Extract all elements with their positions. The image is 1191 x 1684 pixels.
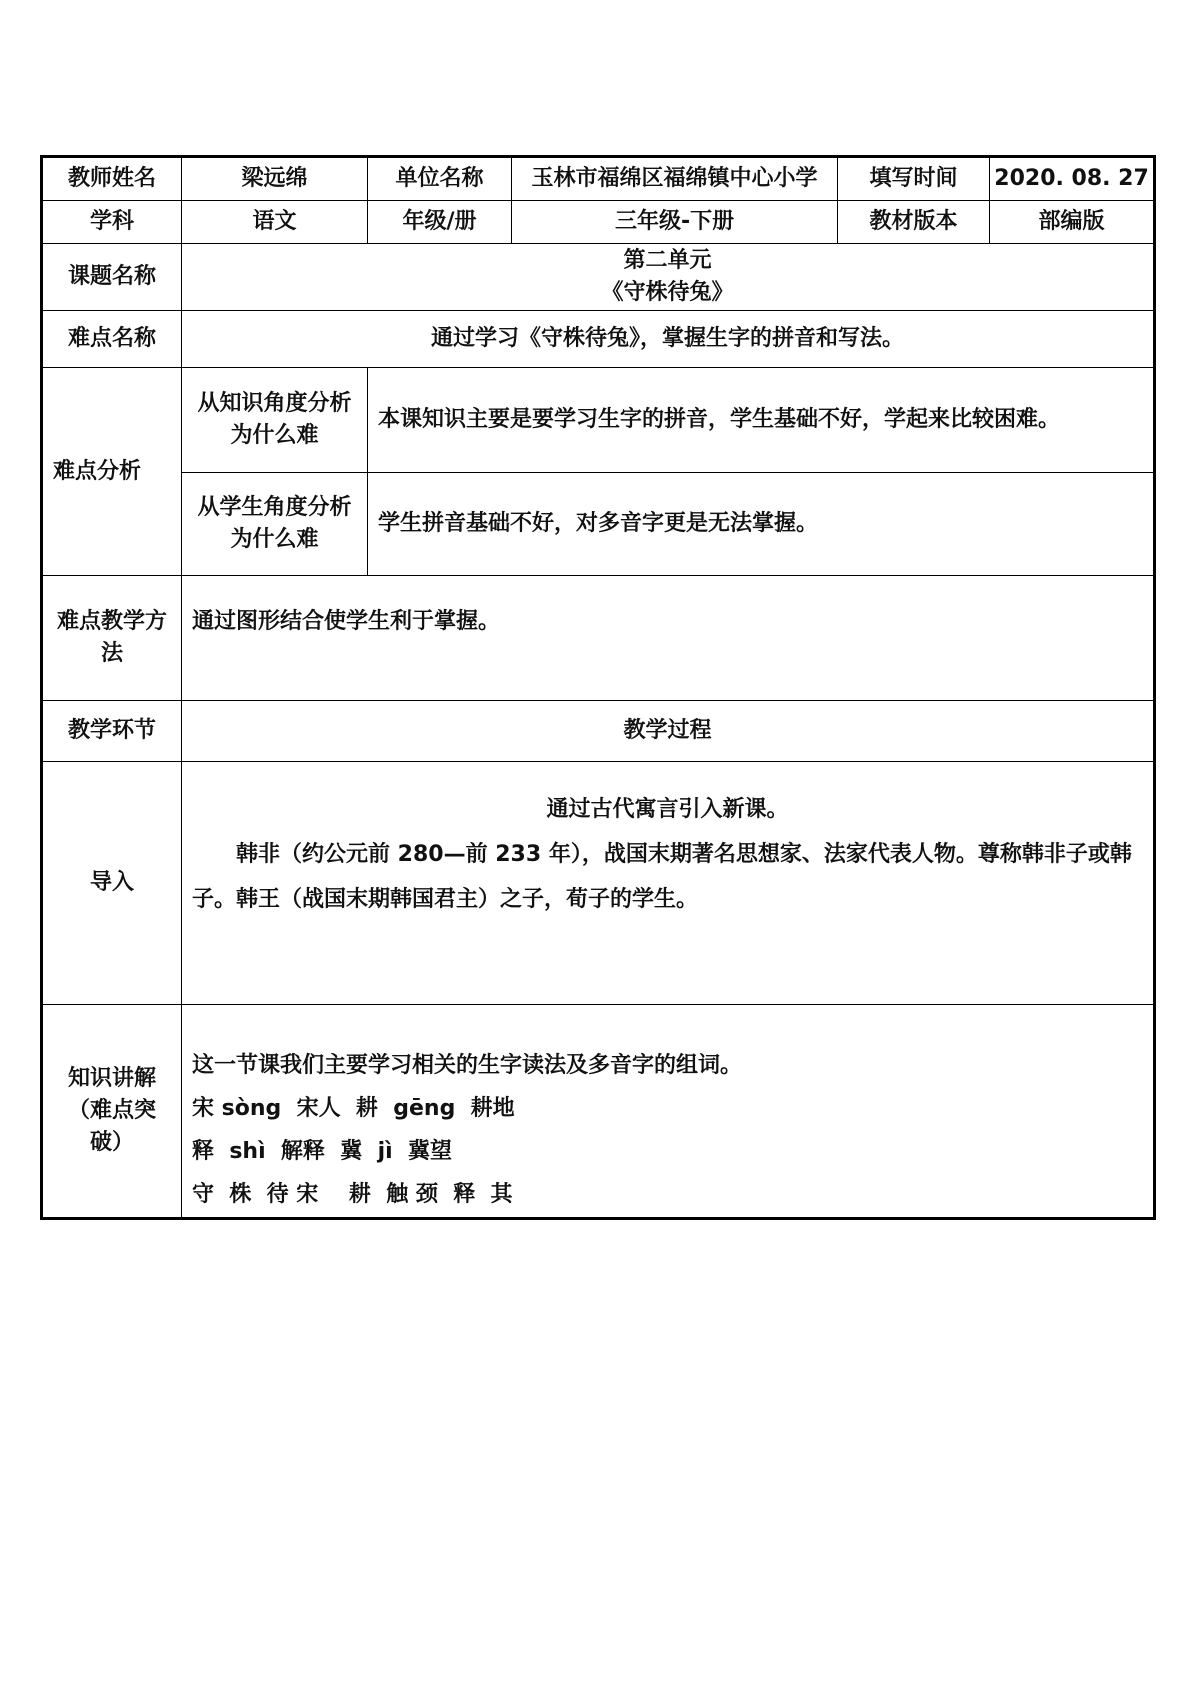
- analysis-label: 难点分析: [42, 368, 182, 576]
- explanation-label-line-2: （难点突: [67, 1098, 156, 1124]
- student-angle-value: 学生拼音基础不好，对多音字更是无法掌握。: [368, 473, 1155, 576]
- difficulty-row: [42, 311, 1155, 368]
- method-label-line-2: 法: [100, 641, 123, 666]
- info-row-2: [42, 201, 1155, 244]
- knowledge-angle-label: [182, 368, 368, 473]
- topic-line-2: 《守株待兔》: [601, 280, 734, 305]
- explanation-line: 这一节课我们主要学习相关的生字读法及多音字的组词。: [192, 1053, 743, 1078]
- teacher-label: 教师姓名: [42, 157, 182, 201]
- explanation-line: 宋 sòng 宋人 耕 gēng 耕地: [192, 1095, 515, 1121]
- lesson-plan-table: [40, 155, 1156, 1220]
- grade-label: 年级/册: [368, 201, 512, 244]
- intro-row: [42, 762, 1155, 1005]
- unit-label: 单位名称: [368, 157, 512, 201]
- unit-value: 玉林市福绵区福绵镇中心小学: [512, 157, 838, 201]
- edition-value: 部编版: [990, 201, 1155, 244]
- process-step-header: 教学环节: [42, 701, 182, 762]
- method-value: [182, 576, 1155, 701]
- student-angle-line-2: 为什么难: [230, 527, 319, 552]
- method-row: [42, 576, 1155, 701]
- time-label: 填写时间: [838, 157, 990, 201]
- topic-value: [182, 244, 1155, 311]
- teacher-value: 梁远绵: [182, 157, 368, 201]
- explanation-label-line-3: 破）: [89, 1129, 134, 1155]
- student-angle-label: [182, 473, 368, 576]
- explanation-row: [42, 1005, 1155, 1219]
- intro-label: 导入: [42, 762, 182, 1005]
- knowledge-angle-line-1: 从知识角度分析: [197, 391, 352, 417]
- edition-label: 教材版本: [838, 201, 990, 244]
- explanation-label: [42, 1005, 182, 1219]
- explanation-line: 释 shì 解释 冀 jì 冀望: [192, 1138, 452, 1164]
- student-angle-line-1: 从学生角度分析: [197, 495, 352, 521]
- intro-content: [182, 762, 1155, 1005]
- method-text: 通过图形结合使学生利于掌握。: [192, 609, 501, 634]
- topic-row: [42, 244, 1155, 311]
- analysis-student-row: [42, 473, 1155, 576]
- topic-line-1: 第二单元: [623, 248, 712, 274]
- time-value: 2020. 08. 27: [990, 157, 1155, 201]
- explanation-label-line-1: 知识讲解: [67, 1066, 156, 1092]
- process-header-row: [42, 701, 1155, 762]
- grade-value: 三年级-下册: [512, 201, 838, 244]
- method-label-line-1: 难点教学方: [56, 609, 167, 635]
- subject-label: 学科: [42, 201, 182, 244]
- analysis-knowledge-row: [42, 368, 1155, 473]
- intro-title: 通过古代寓言引入新课。: [546, 797, 789, 822]
- info-row-1: [42, 157, 1155, 201]
- knowledge-angle-line-2: 为什么难: [230, 423, 319, 448]
- method-label: [42, 576, 182, 701]
- process-content-header: 教学过程: [182, 701, 1155, 762]
- knowledge-angle-value: 本课知识主要是要学习生字的拼音，学生基础不好，学起来比较困难。: [368, 368, 1155, 473]
- difficulty-label: 难点名称: [42, 311, 182, 368]
- explanation-line: 守 株 待 宋 耕 触 颈 释 其: [192, 1181, 513, 1207]
- explanation-content: [182, 1005, 1155, 1219]
- topic-label: 课题名称: [42, 244, 182, 311]
- subject-value: 语文: [182, 201, 368, 244]
- intro-paragraph: 韩非（约公元前 280—前 233 年），战国末期著名思想家、法家代表人物。尊称韩非子或韩子。韩王（战国末期韩国君主）之子，荀子的学生。: [192, 841, 1132, 912]
- difficulty-value: 通过学习《守株待兔》，掌握生字的拼音和写法。: [182, 311, 1155, 368]
